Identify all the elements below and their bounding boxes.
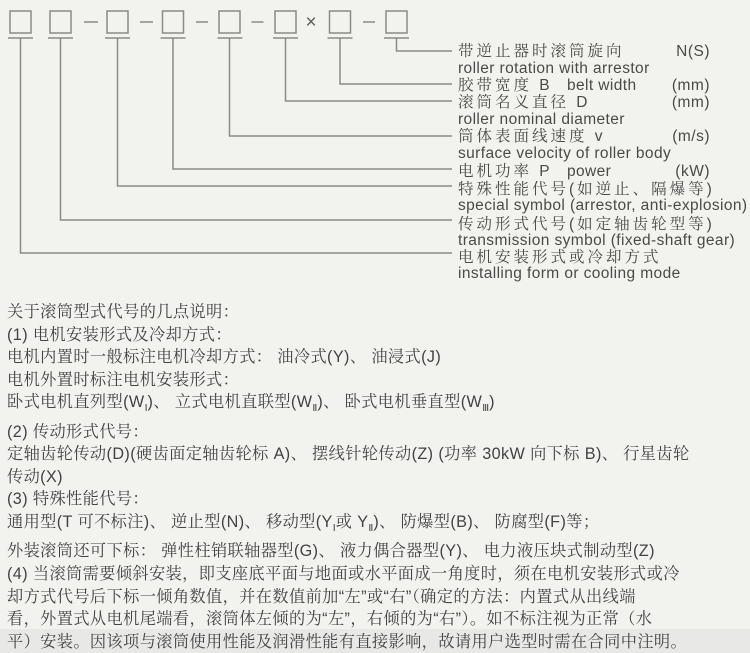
text-segment: 外装滚筒还可下标： 弹性柱销联轴器型(G)、 液力偶合器型(Y)、 电力液压块式制动型(Z) bbox=[7, 542, 655, 561]
label-row bbox=[458, 232, 744, 249]
note-line bbox=[7, 391, 745, 421]
label-row bbox=[458, 265, 744, 282]
label-zh: 胶带宽度 B bbox=[458, 77, 553, 94]
notes-section bbox=[7, 301, 745, 653]
code-box-7 bbox=[330, 11, 351, 33]
text-segment: Ⅰ bbox=[332, 522, 336, 534]
note-line bbox=[7, 421, 745, 444]
note-line bbox=[7, 301, 745, 324]
text-segment: (1) 电机安装形式及冷却方式： bbox=[7, 325, 232, 344]
label-row bbox=[458, 43, 744, 60]
note-line bbox=[7, 324, 745, 347]
label-value: N(S) bbox=[676, 43, 710, 60]
note-line bbox=[7, 540, 745, 563]
leader-line-8 bbox=[397, 38, 453, 51]
label-value: (mm) bbox=[671, 77, 710, 94]
label-en: roller rotation with arrestor bbox=[458, 60, 650, 77]
text-segment: 电机内置时一般标注电机冷却方式： 油冷式(Y)、 油浸式(J) bbox=[7, 348, 442, 367]
note-line bbox=[7, 369, 745, 392]
label-row bbox=[458, 77, 744, 94]
label-row bbox=[458, 145, 744, 162]
note-line bbox=[7, 586, 745, 609]
label-en: installing form or cooling mode bbox=[458, 265, 681, 282]
label-en: power bbox=[567, 163, 612, 180]
leader-line-6 bbox=[286, 38, 453, 101]
text-segment: 通用型(T 可不标注)、 逆止型(N)、 移动型(Y bbox=[7, 512, 333, 531]
code-box-5 bbox=[219, 11, 240, 33]
text-segment: 看，外置式从电机尾端看，滚筒体左倾的为“左”，右倾的为“右”）。如不标注视为正常（水 bbox=[7, 610, 653, 629]
code-box-8 bbox=[386, 11, 407, 33]
label-zh: 带逆止器时滚筒旋向 bbox=[458, 43, 625, 60]
text-segment: )、 立式电机直联型(W bbox=[147, 393, 313, 412]
code-box-4 bbox=[163, 11, 184, 33]
text-segment: (2) 传动形式代号： bbox=[7, 422, 149, 441]
label-en: surface velocity of roller body bbox=[458, 145, 672, 162]
text-segment: )、 卧式电机垂直型(W bbox=[317, 393, 483, 412]
text-segment: 关于滚筒型式代号的几点说明： bbox=[7, 303, 240, 321]
multiply-sign: × bbox=[305, 12, 317, 33]
text-segment: (4) 当滚筒需要倾斜安装，即支座底平面与地面或水平面成一角度时，须在电机安装形式或冷 bbox=[7, 565, 680, 584]
label-zh: 滚筒名义直径 D bbox=[458, 94, 591, 111]
label-value: (mm) bbox=[671, 94, 710, 111]
text-segment: (3) 特殊性能代号： bbox=[7, 490, 149, 509]
label-en: belt width bbox=[567, 77, 637, 94]
text-segment: 却方式代号后下标一倾角数值，并在数值前加“左”或“右”（确定的方法：内置式从出线端 bbox=[7, 587, 636, 606]
label-value: (m/s) bbox=[672, 128, 710, 145]
label-row bbox=[458, 249, 744, 266]
text-segment: 或 Y bbox=[335, 512, 369, 531]
text-segment: Ⅰ bbox=[144, 403, 148, 415]
label-row bbox=[458, 181, 744, 198]
label-zh: 特殊性能代号(如逆止、隔爆等) bbox=[458, 181, 715, 198]
leader-line-4 bbox=[173, 38, 452, 169]
label-zh: 电机功率 P bbox=[458, 163, 553, 180]
note-line bbox=[7, 443, 745, 466]
label-zh: 筒体表面线速度 v bbox=[458, 128, 606, 145]
text-segment: 电机外置时标注电机安装形式： bbox=[7, 370, 240, 389]
label-row bbox=[458, 163, 744, 180]
label-row bbox=[458, 60, 744, 77]
code-box-6 bbox=[275, 11, 296, 33]
code-box-2 bbox=[50, 11, 71, 33]
note-line bbox=[7, 346, 745, 369]
label-value: (kW) bbox=[675, 163, 710, 180]
text-segment: Ⅱ bbox=[368, 522, 374, 534]
text-segment: ) bbox=[489, 393, 495, 412]
code-box-1 bbox=[10, 11, 31, 33]
label-row bbox=[458, 197, 748, 214]
text-segment: Ⅲ bbox=[482, 403, 490, 415]
text-segment: Ⅱ bbox=[312, 403, 318, 415]
label-row bbox=[458, 111, 744, 128]
label-en: special symbol (arrestor, anti-explosion) bbox=[458, 197, 748, 214]
text-segment: 定轴齿轮传动(D)(硬齿面定轴齿轮标 A)、 摆线针轮传动(Z) (功率 30kW 向下标 B)、 行星齿轮 bbox=[7, 445, 690, 464]
note-line bbox=[7, 608, 745, 631]
text-segment: 平）安装。因该项与滚筒使用性能及润滑性能有直接影响，故请用户选型时需在合同中注明。 bbox=[7, 632, 688, 651]
leader-line-2 bbox=[61, 38, 453, 220]
note-line bbox=[7, 511, 745, 541]
note-line bbox=[7, 466, 745, 489]
note-line bbox=[7, 488, 745, 511]
text-segment: 卧式电机直列型(W bbox=[7, 393, 145, 412]
label-row bbox=[458, 128, 744, 145]
label-row bbox=[458, 216, 744, 233]
label-zh: 传动形式代号(如定轴齿轮型等) bbox=[458, 216, 715, 233]
label-zh: 电机安装形式或冷却方式 bbox=[458, 249, 662, 266]
text-segment: 传动(X) bbox=[7, 467, 63, 486]
label-en: roller nominal diameter bbox=[458, 111, 625, 128]
text-segment: )、 防爆型(B)、 防腐型(F)等； bbox=[373, 512, 600, 531]
label-en: transmission symbol (fixed-shaft gear) bbox=[458, 232, 736, 249]
label-row bbox=[458, 94, 744, 111]
code-box-3 bbox=[107, 11, 128, 33]
note-line bbox=[7, 563, 745, 586]
note-line bbox=[7, 631, 745, 653]
